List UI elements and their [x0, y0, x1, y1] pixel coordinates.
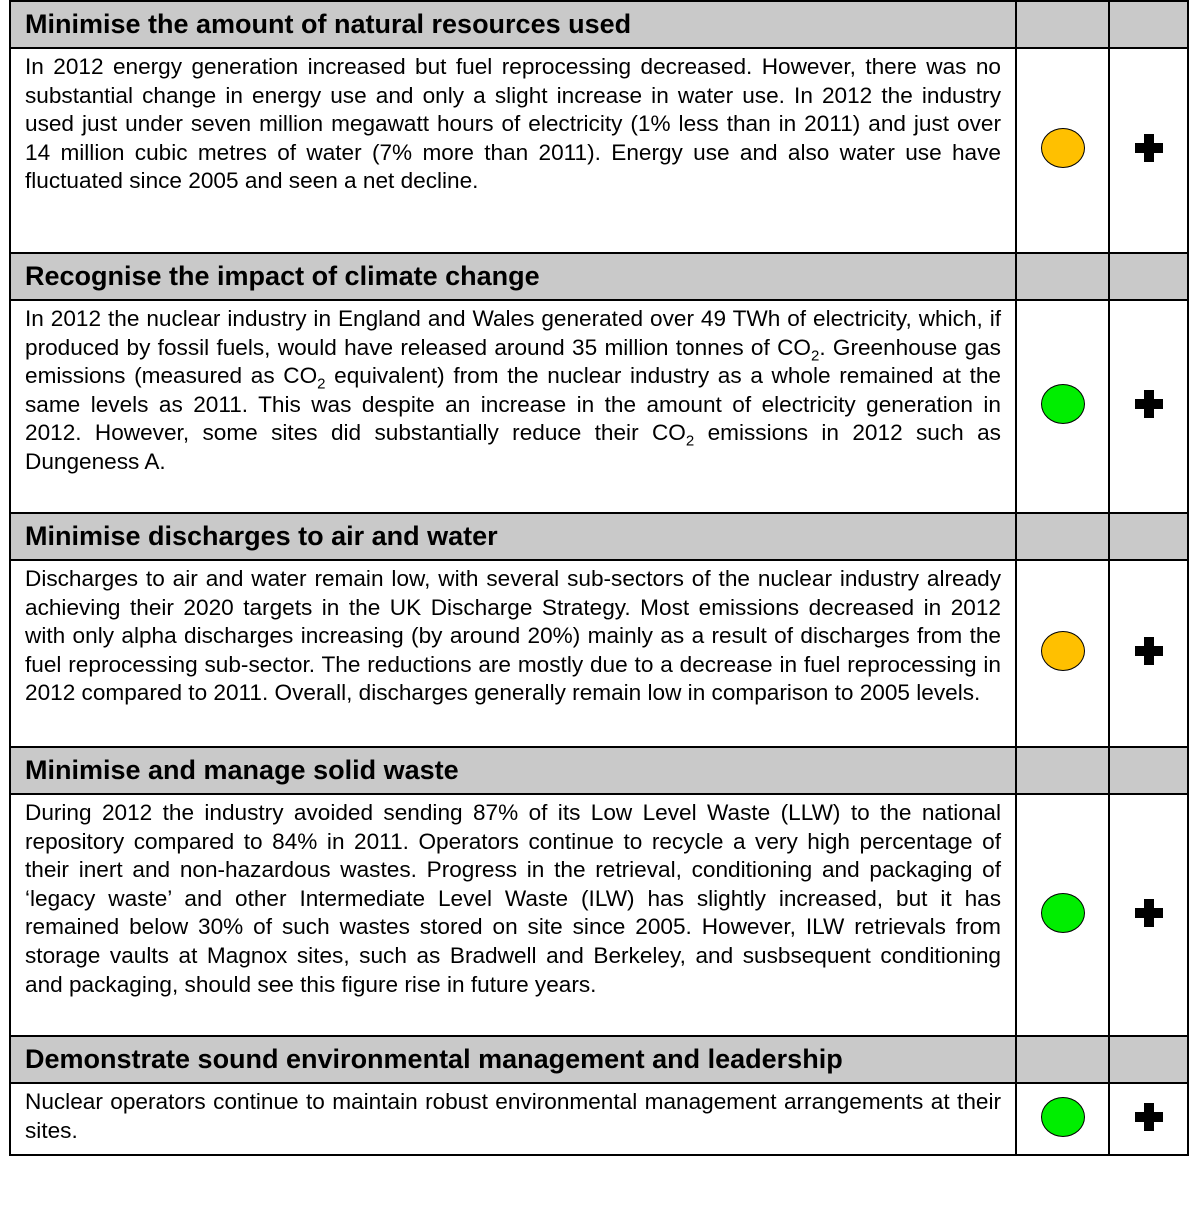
section-heading: Recognise the impact of climate change	[10, 253, 1016, 300]
green-circle-icon	[1041, 893, 1085, 933]
status-indicator-cell	[1016, 48, 1109, 253]
heading-blank-cell	[1016, 1036, 1109, 1083]
section-text: Discharges to air and water remain low, with several sub-sectors of the nuclear industry already achieving their 2020 targets in the UK Discharge Strategy. Most emissions decreased in 2012 with only alpha discharges increasing (by around 20%) mainly as a result of discharges from the fuel reprocessing sub-sector. The reductions are mostly due to a decrease in fuel reprocessing in 2012 compared to 2011. Overall, discharges generally remain low in comparison to 2005 levels.	[10, 560, 1016, 747]
section-body-row	[10, 300, 1188, 513]
trend-cell	[1109, 794, 1188, 1036]
section-heading-row	[10, 1036, 1188, 1083]
green-circle-icon	[1041, 384, 1085, 424]
heading-blank-cell	[1109, 1036, 1188, 1083]
plus-icon	[1135, 390, 1163, 418]
summary-table	[9, 0, 1189, 1156]
status-indicator-cell	[1016, 300, 1109, 513]
status-indicator-cell	[1016, 1083, 1109, 1155]
section-text: In 2012 energy generation increased but fuel reprocessing decreased. However, there was no substantial change in energy use and only a slight increase in water use. In 2012 the industry used just under seven million megawatt hours of electricity (1% less than in 2011) and just over 14 million cubic metres of water (7% more than 2011). Energy use and also water use have fluctuated since 2005 and seen a net decline.	[10, 48, 1016, 253]
green-circle-icon	[1041, 1097, 1085, 1137]
section-heading-row	[10, 747, 1188, 794]
section-heading-row	[10, 1, 1188, 48]
heading-blank-cell	[1109, 747, 1188, 794]
heading-blank-cell	[1016, 747, 1109, 794]
section-body-row	[10, 794, 1188, 1036]
section-text: In 2012 the nuclear industry in England and Wales generated over 49 TWh of electricity, which, if produced by fossil fuels, would have released around 35 million tonnes of $CO_2$. Greenhouse gas emissions (measured as $CO_2$ equivalent) from the nuclear industry as a whole remained at the same levels as 2011. This was despite an increase in the amount of electricity generation in 2012. However, some sites did substantially reduce their $CO_2$ emissions in 2012 such as Dungeness A.	[10, 300, 1016, 513]
section-heading: Minimise the amount of natural resources used	[10, 1, 1016, 48]
section-heading: Minimise and manage solid waste	[10, 747, 1016, 794]
status-indicator-cell	[1016, 560, 1109, 747]
section-body-row	[10, 48, 1188, 253]
amber-circle-icon	[1041, 128, 1085, 168]
plus-icon	[1135, 134, 1163, 162]
heading-blank-cell	[1016, 1, 1109, 48]
section-heading: Minimise discharges to air and water	[10, 513, 1016, 560]
section-heading: Demonstrate sound environmental management and leadership	[10, 1036, 1016, 1083]
trend-cell	[1109, 1083, 1188, 1155]
section-text: Nuclear operators continue to maintain robust environmental management arrangements at their sites.	[10, 1083, 1016, 1155]
trend-cell	[1109, 300, 1188, 513]
section-heading-row	[10, 253, 1188, 300]
plus-icon	[1135, 637, 1163, 665]
plus-icon	[1135, 899, 1163, 927]
trend-cell	[1109, 48, 1188, 253]
trend-cell	[1109, 560, 1188, 747]
heading-blank-cell	[1109, 1, 1188, 48]
status-indicator-cell	[1016, 794, 1109, 1036]
section-text: During 2012 the industry avoided sending 87% of its Low Level Waste (LLW) to the national repository compared to 84% in 2011. Operators continue to recycle a very high percentage of their inert and non-hazardous wastes. Progress in the retrieval, conditioning and packaging of ‘legacy waste’ and other Intermediate Level Waste (ILW) has slightly increased, but it has remained below 30% of such wastes stored on site since 2005. However, ILW retrievals from storage vaults at Magnox sites, such as Bradwell and Berkeley, and susbsequent conditioning and packaging, should see this figure rise in future years.	[10, 794, 1016, 1036]
heading-blank-cell	[1109, 253, 1188, 300]
section-body-row	[10, 560, 1188, 747]
amber-circle-icon	[1041, 631, 1085, 671]
plus-icon	[1135, 1103, 1163, 1131]
heading-blank-cell	[1109, 513, 1188, 560]
heading-blank-cell	[1016, 513, 1109, 560]
section-heading-row	[10, 513, 1188, 560]
section-body-row	[10, 1083, 1188, 1155]
heading-blank-cell	[1016, 253, 1109, 300]
